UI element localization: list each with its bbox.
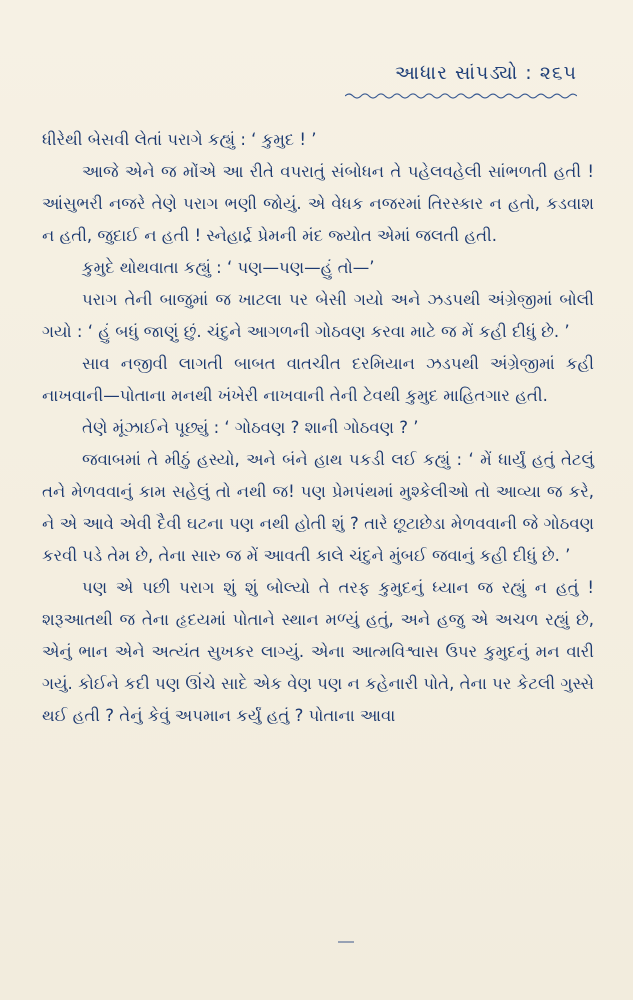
paragraph: પરાગ તેની બાજુમાં જ ખાટલા પર બેસી ગયો અને ઝડપથી અંગ્રેજીમાં બોલી ગયો : ‘ હું બધું જાણું છું. ચંદુને આગળની ગોઠવણ કરવા માટે જ મેં કહી દીધું છે. ’: [42, 290, 594, 341]
paragraph: જવાબમાં તે મીઠું હસ્યો, અને બંને હાથ પકડી લઈ કહ્યું : ‘ મેં ધાર્યું હતું તેટલું તને મેળવવાનું કામ સહેલું તો નથી જ! પણ પ્રેમપંથમાં મુશ્કેલીઓ તો આવ્યા જ કરે, ને એ આવે એવી દૈવી ઘટના પણ નથી હોતી શું ? તારે છૂટાછેડા મેળવવાની જે ગોઠવણ કરવી પડે તેમ છે, તેના સારુ જ મેં આવતી કાલે ચંદુને મુંબઈ જવાનું કહી દીધું છે. ’: [42, 450, 594, 565]
paragraph: સાવ નજીવી લાગતી બાબત વાતચીત દરમિયાન ઝડપથી અંગ્રેજીમાં કહી નાખવાની—પોતાના મનથી ખંખેરી નાખવાની તેની ટેવથી કુમુદ માહિતગાર હતી.: [42, 354, 594, 405]
paragraph: તેણે મૂંઝાઈને પૂછ્યું : ‘ ગોઠવણ ? શાની ગોઠવણ ? ’: [82, 418, 419, 437]
paragraph: પણ એ પછી પરાગ શું શું બોલ્યો તે તરફ કુમુદનું ધ્યાન જ રહ્યું ન હતું ! શરૂઆતથી જ તેના હૃદયમાં પોતાને સ્થાન મળ્યું હતું, અને હજુ એ અચળ રહ્યું છે, એનું ભાન એને અત્યંત સુખકર લાગ્યું. એના આત્મવિશ્વાસ ઉપર કુમુદનું મન વારી ગયું. કોઈને કદી પણ ઊંચે સાદે એક વેણ પણ ન કહેનારી પોતે, તેના પર કેટલી ગુસ્સે થઈ હતી ? તેનું કેવું અપમાન કર્યું હતું ? પોતાના આવા: [42, 578, 594, 725]
bottom-dash-mark: [338, 941, 354, 943]
running-head: આધાર સાંપડ્યો : ૨૬૫: [394, 62, 577, 84]
paragraph: ધીરેથી બેસવી લેતાં પરાગે કહ્યું : ‘ કુમુદ ! ’: [42, 130, 317, 149]
paragraph: કુમુદે થોથવાતા કહ્યું : ‘ પણ—પણ—હું તો—’: [82, 258, 375, 277]
body-text: [42, 124, 594, 732]
paragraph: આજે એને જ મોંએ આ રીતે વપરાતું સંબોધન તે પહેલવહેલી સાંભળતી હતી ! આંસુભરી નજરે તેણે પરાગ ભણી જોયું. એ વેધક નજરમાં તિરસ્કાર ન હતો, કડવાશ ન હતી, જુદાઈ ન હતી ! સ્નેહાર્દ્ર પ્રેમની મંદ જ્યોત એમાં જલતી હતી.: [42, 162, 594, 245]
decorative-wavy-rule: [345, 92, 577, 100]
